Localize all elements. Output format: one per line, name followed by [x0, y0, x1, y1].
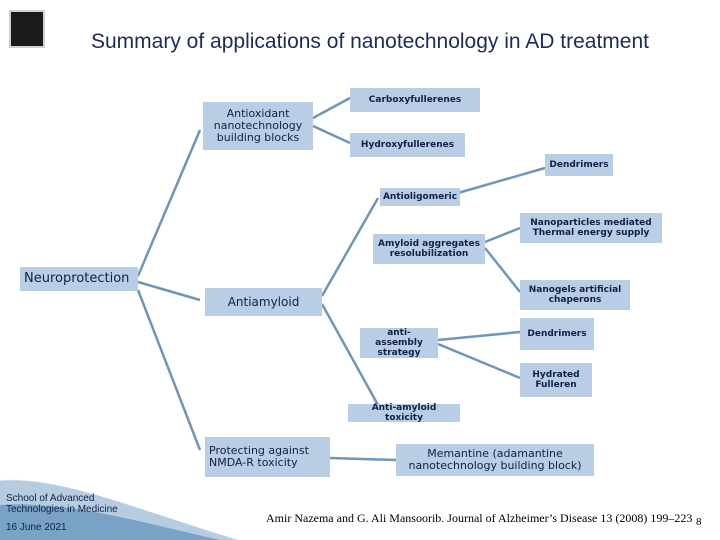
node-hydroxyfullerenes: Hydroxyfullerenes — [350, 133, 465, 157]
citation: Amir Nazema and G. Ali Mansoorib. Journal of Alzheimer’s Disease 13 (2008) 199–223 — [266, 511, 693, 525]
connector-antioxidant-hydroxy — [313, 126, 350, 143]
node-amyloid-aggregates: Amyloid aggregates resolubilization — [373, 234, 485, 264]
slide-title: Summary of applications of nanotechnology in AD treatment — [91, 30, 649, 53]
node-antiamyloid: Antiamyloid — [205, 288, 322, 316]
connector-antioxidant-carboxy — [313, 98, 350, 118]
connector-antiamyloid-antioligomeric — [322, 198, 378, 296]
node-hydrated-fulleren: Hydrated Fulleren — [520, 363, 592, 397]
connector-neuro-antiamyloid — [138, 282, 200, 300]
node-antioligomeric: Antioligomeric — [380, 188, 460, 206]
connector-neuro-nmda — [138, 290, 200, 450]
connector-antiassembly-fulleren — [438, 344, 520, 378]
connector-nmda-memantine — [330, 458, 396, 460]
school-name: School of Advanced Technologies in Medicine — [6, 493, 118, 515]
node-carboxyfullerenes: Carboxyfullerenes — [350, 88, 480, 112]
node-nanogels: Nanogels artificial chaperons — [520, 280, 630, 310]
node-antioxidant: Antioxidant nanotechnology building blocks — [203, 102, 313, 150]
node-nanoparticles-thermal: Nanoparticles mediated Thermal energy supply — [520, 213, 662, 243]
presentation-date: 16 June 2021 — [6, 522, 67, 533]
node-dendrimers-1: Dendrimers — [545, 154, 613, 176]
node-protecting-nmda: Protecting against NMDA-R toxicity — [205, 437, 330, 477]
connector-neuro-antioxidant — [138, 130, 200, 276]
node-neuroprotection: Neuroprotection — [20, 267, 138, 291]
node-anti-assembly: anti-assembly strategy — [360, 328, 438, 358]
node-dendrimers-2: Dendrimers — [520, 318, 594, 350]
page-number: 8 — [696, 516, 702, 528]
connector-antiassembly-dendrimers — [438, 332, 520, 340]
connector-amyloid-nanogels — [485, 248, 520, 292]
connector-antioligomeric-dendrimers — [458, 168, 545, 193]
connector-amyloid-thermal — [485, 228, 520, 242]
node-memantine: Memantine (adamantine nanotechnology building block) — [396, 444, 594, 476]
node-anti-amyloid-toxicity: Anti-amyloid toxicity — [348, 404, 460, 422]
